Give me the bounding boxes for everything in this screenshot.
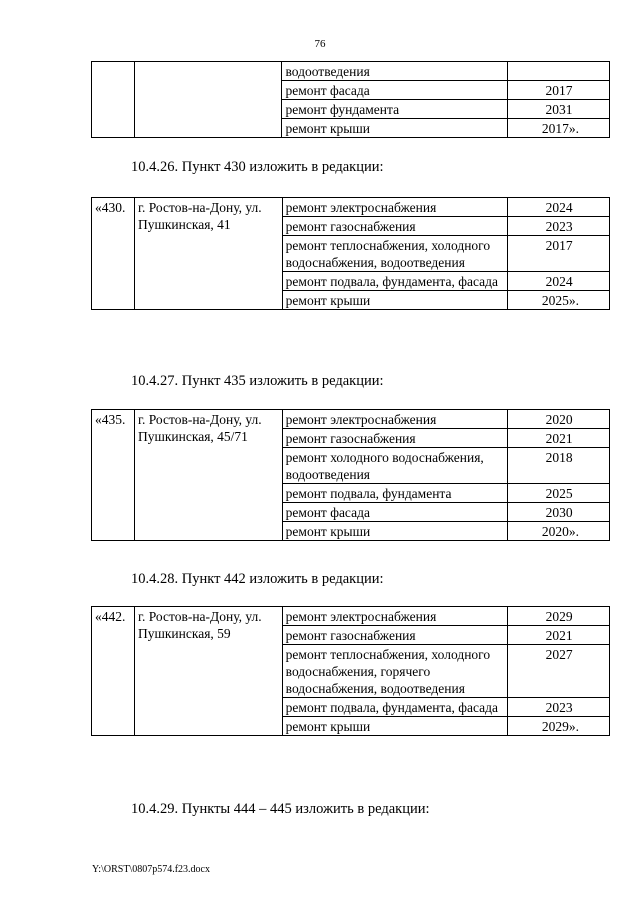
work-cell: ремонт электроснабжения <box>282 410 507 429</box>
work-cell: ремонт фундамента <box>282 100 508 119</box>
address-cell: г. Ростов-на-Дону, ул. Пушкинская, 41 <box>134 198 282 310</box>
year-cell: 2018 <box>508 448 610 484</box>
num-cell <box>92 62 135 138</box>
table-continuation <box>91 61 610 138</box>
page-number: 76 <box>314 38 326 50</box>
section-heading: 10.4.26. Пункт 430 изложить в редакции: <box>131 159 384 175</box>
work-cell: ремонт подвала, фундамента, фасада <box>282 698 507 717</box>
table-row <box>92 410 610 429</box>
year-cell: 2020». <box>508 522 610 541</box>
year-cell: 2024 <box>508 272 610 291</box>
table-item-430 <box>91 197 610 310</box>
work-cell: ремонт газоснабжения <box>282 217 507 236</box>
section-heading: 10.4.27. Пункт 435 изложить в редакции: <box>131 373 384 389</box>
work-cell: ремонт теплоснабжения, холодного водоснабжения, горячего водоснабжения, водоотведения <box>282 645 507 698</box>
table-row <box>92 198 610 217</box>
year-cell: 2017 <box>508 81 610 100</box>
year-cell: 2021 <box>508 429 610 448</box>
year-cell: 2024 <box>508 198 610 217</box>
address-cell: г. Ростов-на-Дону, ул. Пушкинская, 45/71 <box>134 410 282 541</box>
year-cell: 2023 <box>508 698 610 717</box>
table-item-435 <box>91 409 610 541</box>
work-cell: ремонт холодного водоснабжения, водоотведения <box>282 448 507 484</box>
work-cell: ремонт электроснабжения <box>282 198 507 217</box>
work-cell: водоотведения <box>282 62 508 81</box>
file-path-footer: Y:\ORST\0807p574.f23.docx <box>92 864 210 875</box>
table-row <box>92 607 610 626</box>
year-cell <box>508 62 610 81</box>
work-cell: ремонт газоснабжения <box>282 429 507 448</box>
address-cell <box>134 62 282 138</box>
year-cell: 2023 <box>508 217 610 236</box>
work-cell: ремонт фасада <box>282 81 508 100</box>
table-item-442 <box>91 606 610 736</box>
year-cell: 2020 <box>508 410 610 429</box>
section-heading: 10.4.29. Пункты 444 – 445 изложить в редакции: <box>131 801 430 817</box>
work-cell: ремонт крыши <box>282 717 507 736</box>
year-cell: 2021 <box>508 626 610 645</box>
year-cell: 2031 <box>508 100 610 119</box>
year-cell: 2030 <box>508 503 610 522</box>
work-cell: ремонт крыши <box>282 291 507 310</box>
year-cell: 2025». <box>508 291 610 310</box>
work-cell: ремонт теплоснабжения, холодного водоснабжения, водоотведения <box>282 236 507 272</box>
year-cell: 2029». <box>508 717 610 736</box>
year-cell: 2029 <box>508 607 610 626</box>
work-cell: ремонт фасада <box>282 503 507 522</box>
year-cell: 2025 <box>508 484 610 503</box>
table-row <box>92 62 610 81</box>
work-cell: ремонт крыши <box>282 522 507 541</box>
work-cell: ремонт крыши <box>282 119 508 138</box>
section-heading: 10.4.28. Пункт 442 изложить в редакции: <box>131 571 384 587</box>
work-cell: ремонт электроснабжения <box>282 607 507 626</box>
year-cell: 2017 <box>508 236 610 272</box>
item-number: «442. <box>92 607 135 736</box>
year-cell: 2027 <box>508 645 610 698</box>
address-cell: г. Ростов-на-Дону, ул. Пушкинская, 59 <box>134 607 282 736</box>
year-cell: 2017». <box>508 119 610 138</box>
work-cell: ремонт газоснабжения <box>282 626 507 645</box>
item-number: «435. <box>92 410 135 541</box>
work-cell: ремонт подвала, фундамента <box>282 484 507 503</box>
item-number: «430. <box>92 198 135 310</box>
work-cell: ремонт подвала, фундамента, фасада <box>282 272 507 291</box>
